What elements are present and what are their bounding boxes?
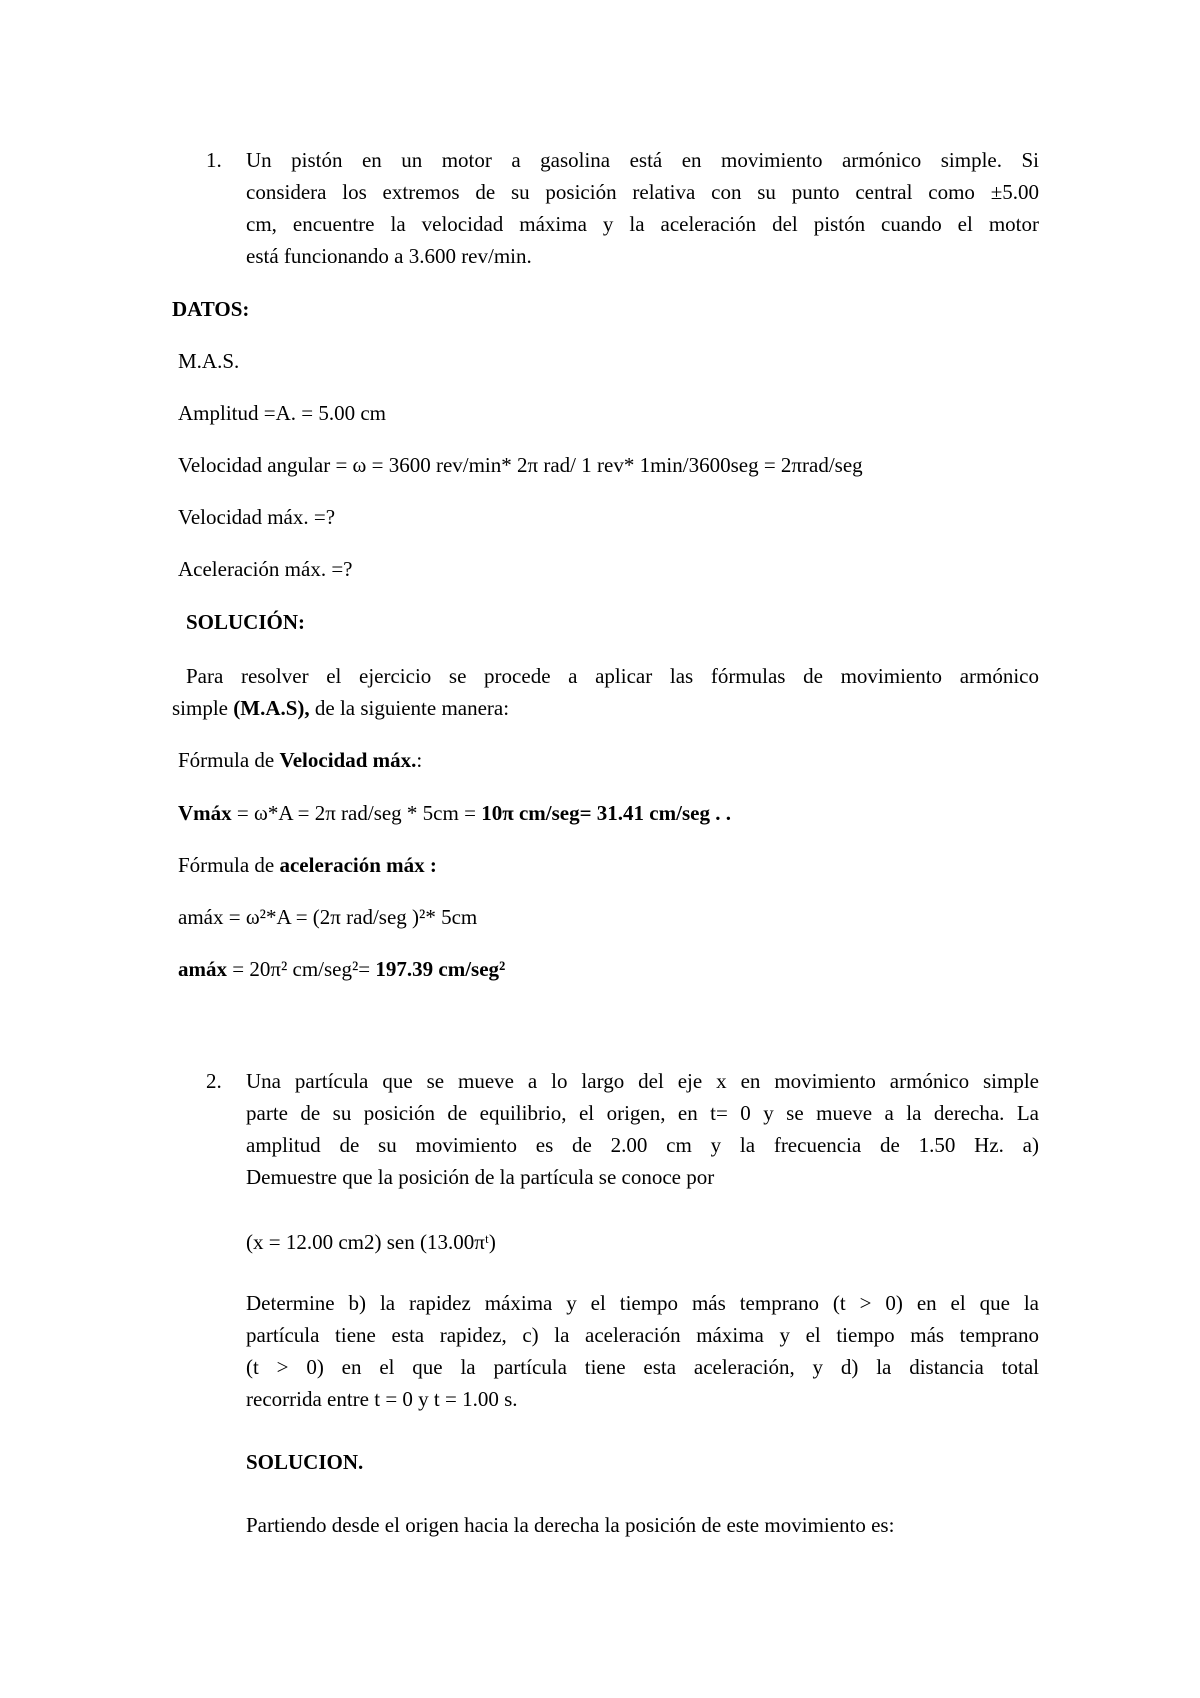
q2-determine-line-4: recorrida entre t = 0 y t = 1.00 s. — [246, 1387, 518, 1411]
q1-text-line-4: está funcionando a 3.600 rev/min. — [246, 244, 532, 268]
formula-velocidad-bold: Velocidad máx. — [279, 748, 417, 772]
formula-velocidad-label — [178, 750, 422, 771]
datos-mas: M.A.S. — [178, 349, 240, 373]
q1-number: 1. — [206, 148, 222, 172]
datos-velocidad-angular: Velocidad angular = ω = 3600 rev/min* 2π rad/ 1 rev* 1min/3600seg = 2πrad/seg — [178, 453, 863, 477]
q2-equation: (x = 12.00 cm2) sen (13.00πᵗ) — [246, 1230, 496, 1254]
amax-expression: = 20π² cm/seg²= — [227, 957, 376, 981]
datos-velocidad-max: Velocidad máx. =? — [178, 505, 336, 529]
datos-amplitud: Amplitud =A. = 5.00 cm — [178, 401, 387, 425]
vmax-label: Vmáx — [178, 801, 232, 825]
solucion-line-2-pre: simple — [172, 696, 234, 720]
q2-number: 2. — [206, 1069, 222, 1093]
formula-aceleracion-label — [178, 855, 437, 876]
solucion-heading: SOLUCIÓN: — [186, 610, 306, 634]
solucion-line-2-bold: (M.A.S), — [233, 696, 310, 720]
formula-aceleracion-pre: Fórmula de — [178, 853, 280, 877]
solucion-line-1: Para resolver el ejercicio se procede a aplicar las fórmulas de movimiento armónico — [186, 664, 1039, 688]
q2-solucion-heading: SOLUCION. — [246, 1450, 364, 1474]
formula-velocidad-post: : — [416, 748, 423, 772]
amax-equation — [178, 959, 505, 980]
datos-aceleracion-max: Aceleración máx. =? — [178, 557, 353, 581]
formula-aceleracion-bold: aceleración máx : — [279, 853, 437, 877]
vmax-result: 10π cm/seg= 31.41 cm/seg . . — [481, 801, 731, 825]
vmax-expression: = ω*A = 2π rad/seg * 5cm = — [231, 801, 482, 825]
q1-text-line-2: considera los extremos de su posición relativa con su punto central como ±5.00 — [246, 180, 1039, 204]
q1-text-line-1: Un pistón en un motor a gasolina está en movimiento armónico simple. Si — [246, 148, 1039, 172]
q2-text-line-1: Una partícula que se mueve a lo largo del eje x en movimiento armónico simple — [246, 1069, 1039, 1093]
q1-text-line-3: cm, encuentre la velocidad máxima y la aceleración del pistón cuando el motor — [246, 212, 1039, 236]
q2-determine-line-1: Determine b) la rapidez máxima y el tiempo más temprano (t > 0) en el que la — [246, 1291, 1039, 1315]
q2-text-line-4: Demuestre que la posición de la partícula se conoce por — [246, 1165, 715, 1189]
amax-formula: amáx = ω²*A = (2π rad/seg )²* 5cm — [178, 905, 478, 929]
q2-text-line-2: parte de su posición de equilibrio, el origen, en t= 0 y se mueve a la derecha. La — [246, 1101, 1039, 1125]
solucion-line-2-post: de la siguiente manera: — [309, 696, 510, 720]
vmax-equation — [178, 803, 731, 824]
formula-velocidad-pre: Fórmula de — [178, 748, 280, 772]
q2-text-line-3: amplitud de su movimiento es de 2.00 cm y la frecuencia de 1.50 Hz. a) — [246, 1133, 1039, 1157]
q2-final-line: Partiendo desde el origen hacia la derecha la posición de este movimiento es: — [246, 1513, 895, 1537]
datos-heading: DATOS: — [172, 297, 250, 321]
amax-result: 197.39 cm/seg² — [375, 957, 506, 981]
solucion-line-2 — [172, 698, 509, 719]
q2-determine-line-3: (t > 0) en el que la partícula tiene esta aceleración, y d) la distancia total — [246, 1355, 1039, 1379]
amax-label: amáx — [178, 957, 227, 981]
q2-determine-line-2: partícula tiene esta rapidez, c) la aceleración máxima y el tiempo más temprano — [246, 1323, 1039, 1347]
